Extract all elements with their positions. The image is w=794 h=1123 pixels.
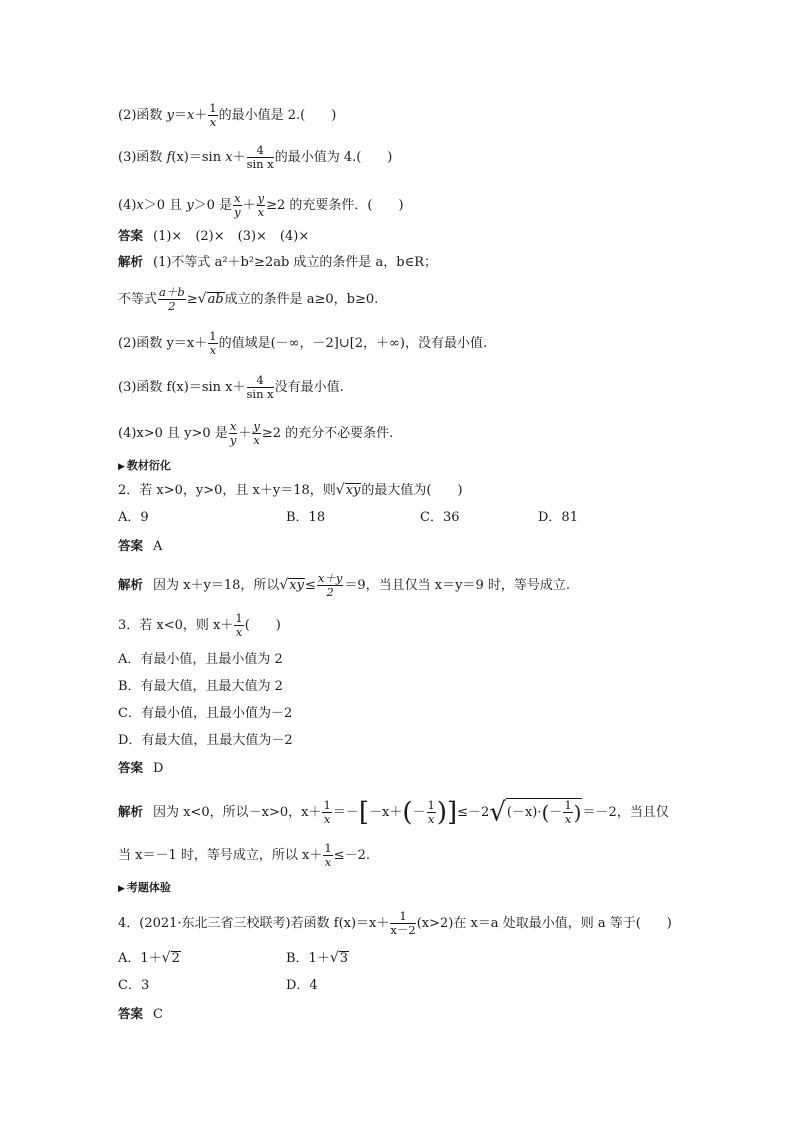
text: － bbox=[549, 805, 563, 820]
analysis-3-line-2 bbox=[118, 842, 370, 869]
var: f bbox=[166, 150, 172, 165]
option-b[interactable] bbox=[286, 948, 349, 969]
text: － bbox=[412, 805, 426, 820]
text: 的值域是(－∞，－2]∪[2，＋∞)，没有最小值. bbox=[218, 336, 488, 351]
sqrt-sign: √ bbox=[489, 797, 506, 828]
analysis-1-line-3 bbox=[118, 330, 487, 357]
triangle-icon: ▶ bbox=[118, 884, 125, 894]
text: ≤－2 bbox=[457, 805, 490, 820]
text: (3)函数 f(x)＝sin x＋ bbox=[118, 380, 246, 395]
text: 的最小值为 4.( ) bbox=[274, 150, 393, 165]
denominator: x bbox=[323, 812, 331, 826]
numerator: 1 bbox=[324, 841, 332, 855]
judgment-4 bbox=[118, 192, 404, 219]
text: ＞0 是 bbox=[193, 198, 233, 213]
denominator: x bbox=[209, 115, 217, 129]
denominator: sin x bbox=[246, 157, 274, 171]
analysis-1-line-2 bbox=[118, 286, 378, 313]
option-c[interactable]: C．3 bbox=[118, 978, 150, 993]
analysis-label: 解析 bbox=[118, 577, 144, 592]
question-2-options bbox=[118, 508, 688, 528]
var: x bbox=[186, 108, 195, 123]
text: ＋ bbox=[232, 150, 246, 165]
text: ＋ bbox=[238, 426, 252, 441]
judgment-2 bbox=[118, 102, 336, 129]
radicand: xy bbox=[289, 578, 304, 593]
answer-label: 答案 bbox=[118, 538, 144, 553]
radicand: ab bbox=[207, 292, 224, 307]
numerator: 1 bbox=[235, 611, 243, 625]
denominator: 2 bbox=[168, 299, 176, 313]
text: 的最小值是 2.( ) bbox=[218, 108, 337, 123]
radicand: 3 bbox=[339, 951, 349, 966]
denominator: x bbox=[235, 625, 243, 639]
numerator: 1 bbox=[390, 910, 415, 924]
denominator: x bbox=[209, 343, 217, 357]
text: ＝－2，当且仅 bbox=[582, 805, 669, 820]
option-c[interactable]: C．36 bbox=[420, 510, 460, 525]
fraction bbox=[317, 572, 343, 599]
numerator: 4 bbox=[247, 374, 274, 388]
fraction bbox=[427, 799, 436, 826]
answer-3 bbox=[118, 758, 163, 779]
answer-text: C bbox=[153, 1007, 163, 1022]
fraction bbox=[229, 420, 238, 447]
numerator: 1 bbox=[209, 101, 217, 115]
answer-2 bbox=[118, 536, 162, 557]
fraction bbox=[234, 612, 243, 639]
text: ≤ bbox=[304, 578, 316, 593]
option-a[interactable] bbox=[118, 948, 181, 969]
text: ≥2 的充分不必要条件. bbox=[261, 426, 394, 441]
text: (4)x>0 且 y>0 是 bbox=[118, 426, 228, 441]
section-heading bbox=[118, 878, 171, 899]
question-3 bbox=[118, 612, 281, 639]
text: 的最大值为( ) bbox=[361, 483, 463, 498]
text: ≥2 的充要条件．( ) bbox=[266, 198, 404, 213]
numerator: y bbox=[253, 419, 260, 433]
text: 因为 x＋y＝18，所以 bbox=[153, 578, 280, 593]
question-4-options-row-2 bbox=[118, 976, 688, 996]
right-paren: ) bbox=[573, 800, 582, 825]
answer-label: 答案 bbox=[118, 760, 144, 775]
text: ＞0 且 bbox=[143, 198, 187, 213]
analysis-label: 解析 bbox=[118, 254, 144, 269]
answer-1 bbox=[118, 226, 309, 247]
denominator: x－2 bbox=[390, 923, 416, 937]
option-c[interactable]: C．有最小值，且最小值为－2 bbox=[118, 706, 293, 721]
numerator: 1 bbox=[564, 798, 572, 812]
fraction bbox=[257, 192, 266, 219]
analysis-1-line-1 bbox=[118, 252, 437, 273]
fraction bbox=[208, 330, 217, 357]
var: x bbox=[136, 198, 144, 213]
text: 3．若 x<0，则 x＋ bbox=[118, 618, 234, 633]
denominator: y bbox=[234, 205, 241, 219]
triangle-icon: ▶ bbox=[118, 462, 125, 472]
text: 成立的条件是 a≥0，b≥0. bbox=[224, 292, 379, 307]
right-bracket: ] bbox=[446, 797, 458, 828]
text: 当 x＝－1 时，等号成立，所以 x＋ bbox=[118, 848, 323, 863]
text: (3)函数 bbox=[118, 150, 167, 165]
answer-text: (1)× (2)× (3)× (4)× bbox=[153, 229, 310, 244]
denominator: sin x bbox=[246, 387, 274, 401]
text: 4．(2021·东北三省三校联考)若函数 f(x)＝x＋ bbox=[118, 916, 390, 931]
sqrt-sign: √ bbox=[329, 950, 339, 966]
answer-4 bbox=[118, 1004, 163, 1025]
right-paren: ) bbox=[436, 797, 447, 828]
option-d[interactable]: D．81 bbox=[538, 510, 578, 525]
text: 因为 x<0，所以－x>0，x＋ bbox=[153, 805, 322, 820]
option-a[interactable]: A．有最小值，且最小值为 2 bbox=[118, 652, 283, 667]
text: ＝sin bbox=[188, 150, 226, 165]
text: (4) bbox=[118, 198, 137, 213]
radicand bbox=[506, 798, 583, 826]
denominator: x bbox=[257, 205, 265, 219]
denominator: x bbox=[324, 855, 332, 869]
text: ＋ bbox=[242, 198, 256, 213]
analysis-1-line-5 bbox=[118, 420, 393, 447]
section-heading bbox=[118, 456, 171, 477]
text: (－x)· bbox=[506, 805, 542, 820]
sqrt-sign: √ bbox=[335, 482, 345, 498]
section-title: 教材衍化 bbox=[126, 459, 171, 472]
numerator: 4 bbox=[247, 144, 274, 158]
denominator: x bbox=[564, 812, 572, 826]
sqrt-sign: √ bbox=[161, 950, 171, 966]
answer-label: 答案 bbox=[118, 1006, 144, 1021]
text: (2)函数 y＝x＋ bbox=[118, 336, 208, 351]
fraction bbox=[233, 192, 242, 219]
denominator: x bbox=[427, 812, 435, 826]
text: ＝ bbox=[173, 108, 187, 123]
text: ≥ bbox=[186, 292, 198, 307]
left-paren: ( bbox=[541, 800, 550, 825]
numerator: 1 bbox=[427, 798, 435, 812]
sqrt-sign: √ bbox=[279, 577, 289, 593]
fraction bbox=[247, 374, 274, 401]
numerator: x bbox=[234, 191, 241, 205]
text: 不等式 bbox=[118, 292, 158, 307]
analysis-1-line-4 bbox=[118, 374, 344, 401]
analysis-label: 解析 bbox=[118, 804, 144, 819]
option-d[interactable]: D．有最大值，且最大值为－2 bbox=[118, 733, 293, 748]
answer-text: D bbox=[153, 761, 164, 776]
option-b[interactable]: B．有最大值，且最大值为 2 bbox=[118, 679, 283, 694]
analysis-3-line-1 bbox=[118, 798, 669, 826]
section-title: 考题体验 bbox=[126, 881, 171, 894]
text: ＝9，当且仅当 x＝y＝9 时，等号成立. bbox=[344, 578, 570, 593]
numerator: x＋y bbox=[317, 571, 343, 585]
question-4-options-row-1 bbox=[118, 948, 688, 968]
question-4 bbox=[118, 910, 672, 937]
text: (x) bbox=[171, 150, 189, 165]
option-a[interactable]: A．9 bbox=[118, 510, 149, 525]
numerator: y bbox=[257, 191, 265, 205]
text: (x>2)在 x＝a 处取最小值，则 a 等于( ) bbox=[416, 916, 672, 931]
radicand: xy bbox=[345, 483, 361, 498]
fraction bbox=[247, 144, 274, 171]
text: ＋ bbox=[194, 108, 208, 123]
text: ( ) bbox=[244, 618, 281, 633]
left-bracket: [ bbox=[358, 797, 369, 828]
text: (1)不等式 a²＋b²≥2ab 成立的条件是 a，b∈R； bbox=[153, 255, 438, 270]
text: 没有最小值. bbox=[274, 380, 344, 395]
text: B．1＋ bbox=[286, 951, 330, 966]
numerator: x bbox=[229, 419, 237, 433]
option-b[interactable]: B．18 bbox=[286, 510, 326, 525]
fraction bbox=[390, 910, 415, 937]
radicand: 2 bbox=[171, 951, 180, 966]
text: ≤－2. bbox=[333, 848, 370, 863]
judgment-3 bbox=[118, 144, 392, 171]
denominator: y bbox=[229, 433, 237, 447]
fraction bbox=[158, 286, 186, 313]
numerator: a＋b bbox=[159, 285, 185, 299]
answer-text: A bbox=[153, 539, 163, 554]
left-paren: ( bbox=[402, 797, 413, 828]
var: x bbox=[225, 150, 233, 165]
text: ＝－ bbox=[332, 805, 359, 820]
sqrt-sign: √ bbox=[197, 291, 207, 307]
numerator: 1 bbox=[323, 798, 331, 812]
denominator: 2 bbox=[326, 585, 334, 599]
var: y bbox=[166, 108, 174, 123]
fraction bbox=[323, 842, 332, 869]
fraction bbox=[252, 420, 261, 447]
text: (2)函数 bbox=[118, 108, 167, 123]
question-2 bbox=[118, 480, 463, 501]
numerator: 1 bbox=[209, 329, 217, 343]
text: －x＋ bbox=[368, 805, 403, 820]
text: 2．若 x>0，y>0，且 x＋y＝18，则 bbox=[118, 483, 336, 498]
fraction bbox=[322, 799, 331, 826]
fraction bbox=[563, 799, 572, 826]
answer-label: 答案 bbox=[118, 228, 144, 243]
analysis-2 bbox=[118, 572, 570, 599]
var: y bbox=[186, 198, 194, 213]
denominator: x bbox=[253, 433, 260, 447]
text: A．1＋ bbox=[118, 951, 162, 966]
fraction bbox=[208, 102, 217, 129]
option-d[interactable]: D．4 bbox=[286, 978, 318, 993]
